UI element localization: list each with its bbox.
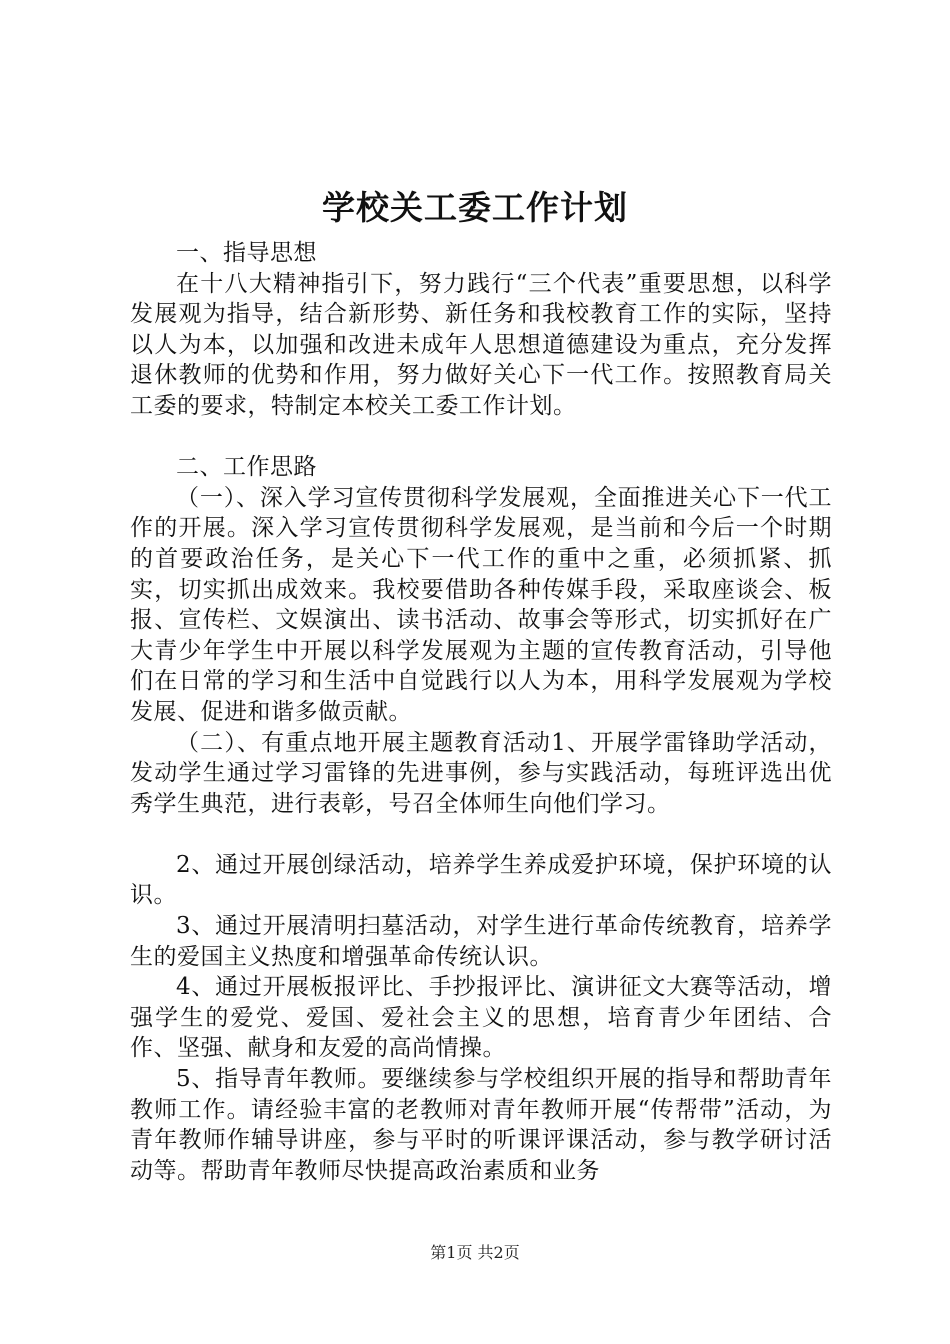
paragraph-gap — [130, 422, 832, 453]
page-number-footer: 第1页 共2页 — [430, 1243, 520, 1262]
paragraph-work-idea-2: （二）、有重点地开展主题教育活动1、开展学雷锋助学活动，发动学生通过学习雷锋的先进事例，参与实践活动，每班评选出优秀学生典范，进行表彰，号召全体师生向他们学习。 — [130, 729, 832, 817]
document-title: 学校关工委工作计划 — [322, 188, 628, 227]
paragraph-activity-3: 3、通过开展清明扫墓活动，对学生进行革命传统教育，培养学生的爱国主义热度和增强革命传统认识。 — [130, 913, 832, 970]
paragraph-activity-5: 5、指导青年教师。要继续参与学校组织开展的指导和帮助青年教师工作。请经验丰富的老教师对青年教师开展“传帮带”活动，为青年教师作辅导讲座，参与平时的听课评课活动，参与教学研讨活动等。帮助青年教师尽快提高政治素质和业务 — [130, 1066, 832, 1184]
document-body — [130, 238, 832, 1186]
paragraph-activity-2: 2、通过开展创绿活动，培养学生养成爱护环境，保护环境的认识。 — [130, 851, 832, 909]
section-heading-guiding-ideology: 一、指导思想 — [176, 240, 317, 266]
section-heading-work-ideas: 二、工作思路 — [176, 454, 317, 481]
paragraph-activity-4: 4、通过开展板报评比、手抄报评比、演讲征文大赛等活动，增强学生的爱党、爱国、爱社会主义的思想，培育青少年团结、合作、坚强、献身和友爱的高尚情操。 — [130, 974, 832, 1062]
paragraph-work-idea-1: （一）、深入学习宣传贯彻科学发展观，全面推进关心下一代工作的开展。深入学习宣传贯彻科学发展观，是当前和今后一个时期的首要政治任务，是关心下一代工作的重中之重，必须抓紧、抓实，切实抓出成效来。我校要借助各种传媒手段，采取座谈会、板报、宣传栏、文娱演出、读书活动、故事会等形式，切实抓好在广大青少年学生中开展以科学发展观为主题的宣传教育活动，引导他们在日常的学习和生活中自觉践行以人为本，用科学发展观为学校发展、促进和谐多做贡献。 — [130, 484, 832, 725]
paragraph-guiding-ideology: 在十八大精神指引下，努力践行“三个代表”重要思想，以科学发展观为指导，结合新形势、新任务和我校教育工作的实际，坚持以人为本，以加强和改进未成年人思想道德建设为重点，充分发挥退休教师的优势和作用，努力做好关心下一代工作。按照教育局关工委的要求，特制定本校关工委工作计划。 — [130, 270, 832, 419]
paragraph-gap — [130, 819, 832, 850]
